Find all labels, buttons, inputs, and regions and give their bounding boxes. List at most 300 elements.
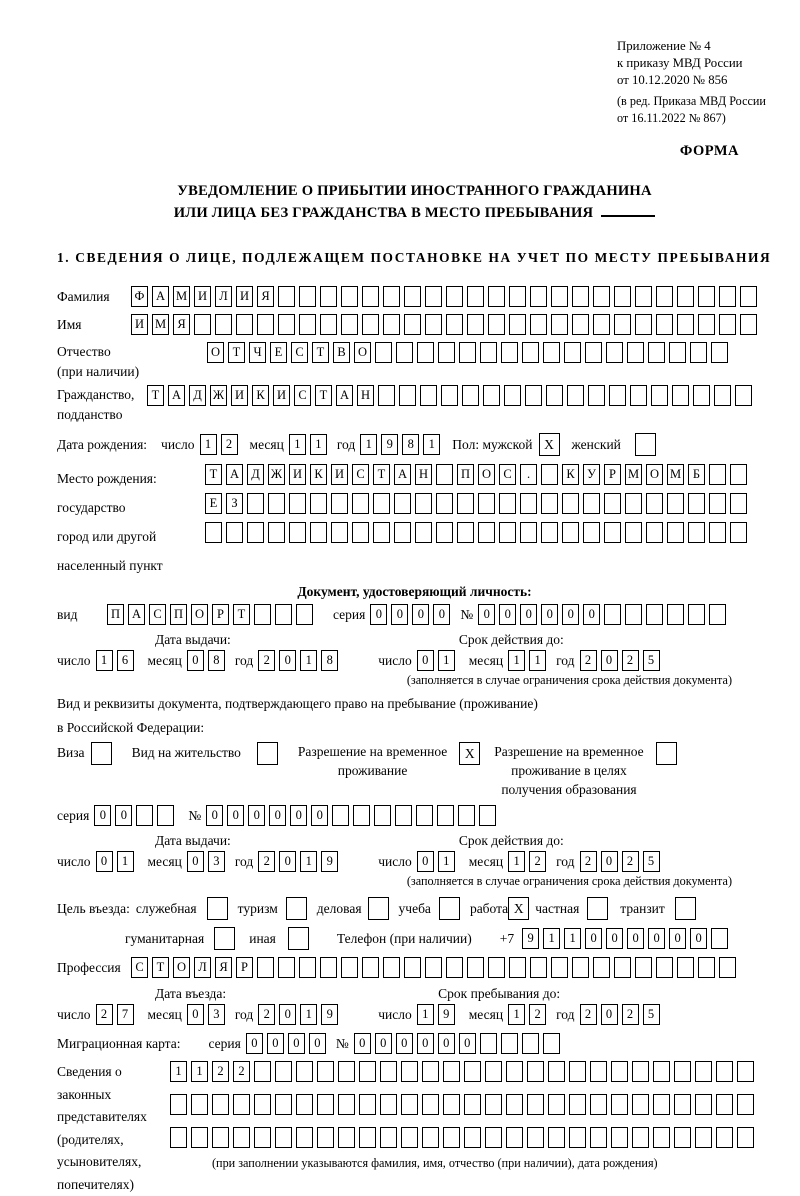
char-cell[interactable] [564,342,581,363]
char-cell[interactable]: 1 [170,1061,187,1082]
char-cell[interactable] [546,385,563,406]
purpose-private-checkbox[interactable] [587,897,608,920]
char-cell[interactable] [467,314,484,335]
char-cell[interactable]: 1 [289,434,306,455]
char-cell[interactable]: 0 [248,805,265,826]
char-cell[interactable] [709,464,726,485]
char-cell[interactable]: 6 [117,650,134,671]
char-cell[interactable] [299,314,316,335]
char-cell[interactable]: 8 [208,650,225,671]
char-cell[interactable]: 0 [433,604,450,625]
char-cell[interactable] [551,957,568,978]
char-cell[interactable] [443,1127,460,1148]
char-cell[interactable]: О [207,342,224,363]
char-cell[interactable]: 1 [300,650,317,671]
char-cell[interactable] [695,1127,712,1148]
char-cell[interactable]: Ч [249,342,266,363]
char-cell[interactable]: 5 [643,1004,660,1025]
char-cell[interactable] [543,1033,560,1054]
char-cell[interactable] [383,314,400,335]
char-cell[interactable] [478,493,495,514]
char-cell[interactable] [401,1094,418,1115]
char-cell[interactable] [443,1061,460,1082]
visa-checkbox[interactable] [91,742,112,765]
char-cell[interactable]: 2 [622,851,639,872]
char-cell[interactable]: З [226,493,243,514]
char-cell[interactable]: 0 [115,805,132,826]
char-cell[interactable]: 0 [279,650,296,671]
char-cell[interactable]: Р [236,957,253,978]
char-cell[interactable] [422,1127,439,1148]
char-cell[interactable]: 0 [396,1033,413,1054]
char-cell[interactable] [737,1061,754,1082]
char-cell[interactable] [714,385,731,406]
char-cell[interactable] [446,957,463,978]
char-cell[interactable]: Е [205,493,222,514]
char-cell[interactable] [527,1127,544,1148]
char-cell[interactable] [289,522,306,543]
char-cell[interactable]: 2 [529,1004,546,1025]
char-cell[interactable]: 0 [541,604,558,625]
char-cell[interactable] [499,522,516,543]
char-cell[interactable] [317,1061,334,1082]
char-cell[interactable] [226,522,243,543]
char-cell[interactable] [458,805,475,826]
char-cell[interactable]: О [173,957,190,978]
char-cell[interactable]: 1 [438,851,455,872]
char-cell[interactable] [543,342,560,363]
char-cell[interactable]: 1 [508,1004,525,1025]
char-cell[interactable] [170,1127,187,1148]
char-cell[interactable]: 0 [309,1033,326,1054]
char-cell[interactable]: 0 [417,1033,434,1054]
char-cell[interactable] [205,522,222,543]
char-cell[interactable] [551,286,568,307]
char-cell[interactable] [569,1127,586,1148]
char-cell[interactable]: 0 [311,805,328,826]
char-cell[interactable]: 1 [423,434,440,455]
char-cell[interactable] [254,1061,271,1082]
char-cell[interactable] [275,1094,292,1115]
char-cell[interactable]: 0 [94,805,111,826]
char-cell[interactable] [310,493,327,514]
char-cell[interactable] [422,1061,439,1082]
purpose-other-checkbox[interactable] [288,927,309,950]
char-cell[interactable]: 0 [417,650,434,671]
char-cell[interactable] [520,522,537,543]
char-cell[interactable] [395,805,412,826]
char-cell[interactable] [194,314,211,335]
char-cell[interactable] [362,286,379,307]
residence-permit-checkbox[interactable] [257,742,278,765]
char-cell[interactable] [698,314,715,335]
char-cell[interactable] [394,493,411,514]
char-cell[interactable]: 0 [269,805,286,826]
char-cell[interactable] [383,957,400,978]
char-cell[interactable]: 0 [417,851,434,872]
char-cell[interactable] [737,1094,754,1115]
char-cell[interactable] [730,493,747,514]
char-cell[interactable]: Н [357,385,374,406]
char-cell[interactable] [709,604,726,625]
char-cell[interactable] [506,1061,523,1082]
char-cell[interactable] [614,957,631,978]
char-cell[interactable] [674,1127,691,1148]
char-cell[interactable] [296,1127,313,1148]
char-cell[interactable]: Ф [131,286,148,307]
char-cell[interactable]: 9 [522,928,539,949]
char-cell[interactable] [338,1094,355,1115]
char-cell[interactable] [254,1094,271,1115]
char-cell[interactable] [289,493,306,514]
char-cell[interactable] [257,314,274,335]
char-cell[interactable] [604,493,621,514]
char-cell[interactable] [278,957,295,978]
char-cell[interactable] [604,522,621,543]
char-cell[interactable]: 2 [580,851,597,872]
char-cell[interactable] [401,1127,418,1148]
char-cell[interactable] [693,385,710,406]
char-cell[interactable] [530,314,547,335]
char-cell[interactable] [646,522,663,543]
char-cell[interactable] [268,493,285,514]
char-cell[interactable] [583,493,600,514]
char-cell[interactable] [690,342,707,363]
char-cell[interactable] [268,522,285,543]
char-cell[interactable] [479,805,496,826]
char-cell[interactable]: 2 [622,650,639,671]
char-cell[interactable] [373,522,390,543]
char-cell[interactable] [320,286,337,307]
char-cell[interactable] [374,805,391,826]
char-cell[interactable] [136,805,153,826]
char-cell[interactable] [373,493,390,514]
char-cell[interactable] [653,1061,670,1082]
char-cell[interactable] [443,1094,460,1115]
char-cell[interactable] [614,314,631,335]
char-cell[interactable] [656,314,673,335]
char-cell[interactable] [695,1061,712,1082]
char-cell[interactable] [375,342,392,363]
char-cell[interactable] [709,493,726,514]
char-cell[interactable] [719,286,736,307]
char-cell[interactable] [569,1061,586,1082]
char-cell[interactable]: М [625,464,642,485]
char-cell[interactable] [404,286,421,307]
char-cell[interactable] [359,1094,376,1115]
char-cell[interactable]: Р [212,604,229,625]
char-cell[interactable] [525,385,542,406]
char-cell[interactable]: 0 [627,928,644,949]
char-cell[interactable] [480,1033,497,1054]
char-cell[interactable]: 0 [246,1033,263,1054]
char-cell[interactable] [437,805,454,826]
char-cell[interactable]: 1 [117,851,134,872]
char-cell[interactable] [593,314,610,335]
char-cell[interactable]: 1 [438,650,455,671]
char-cell[interactable] [569,1094,586,1115]
char-cell[interactable]: Т [373,464,390,485]
char-cell[interactable] [593,286,610,307]
char-cell[interactable] [436,464,453,485]
char-cell[interactable] [296,1094,313,1115]
char-cell[interactable] [627,342,644,363]
char-cell[interactable] [215,314,232,335]
char-cell[interactable] [331,493,348,514]
char-cell[interactable] [667,604,684,625]
char-cell[interactable]: 1 [543,928,560,949]
char-cell[interactable]: М [152,314,169,335]
char-cell[interactable] [417,342,434,363]
purpose-study-checkbox[interactable] [439,897,460,920]
char-cell[interactable] [170,1094,187,1115]
char-cell[interactable] [415,493,432,514]
char-cell[interactable]: 8 [321,650,338,671]
char-cell[interactable] [341,314,358,335]
char-cell[interactable]: 0 [520,604,537,625]
char-cell[interactable] [509,314,526,335]
char-cell[interactable]: 0 [601,1004,618,1025]
char-cell[interactable]: С [291,342,308,363]
char-cell[interactable]: С [499,464,516,485]
char-cell[interactable]: 1 [529,650,546,671]
char-cell[interactable]: А [336,385,353,406]
char-cell[interactable] [299,957,316,978]
char-cell[interactable] [501,342,518,363]
char-cell[interactable]: Л [215,286,232,307]
char-cell[interactable] [548,1094,565,1115]
char-cell[interactable] [625,522,642,543]
char-cell[interactable] [509,957,526,978]
char-cell[interactable]: Ж [210,385,227,406]
char-cell[interactable] [320,314,337,335]
char-cell[interactable]: Т [152,957,169,978]
char-cell[interactable] [457,493,474,514]
char-cell[interactable]: К [562,464,579,485]
char-cell[interactable]: С [294,385,311,406]
char-cell[interactable] [362,957,379,978]
char-cell[interactable] [247,522,264,543]
char-cell[interactable] [254,604,271,625]
char-cell[interactable]: 5 [643,650,660,671]
char-cell[interactable]: 2 [233,1061,250,1082]
char-cell[interactable]: Д [247,464,264,485]
char-cell[interactable]: К [252,385,269,406]
char-cell[interactable] [394,522,411,543]
char-cell[interactable] [278,314,295,335]
char-cell[interactable]: 2 [258,650,275,671]
char-cell[interactable]: И [131,314,148,335]
char-cell[interactable]: С [131,957,148,978]
char-cell[interactable] [399,385,416,406]
char-cell[interactable]: 0 [601,851,618,872]
char-cell[interactable]: . [520,464,537,485]
char-cell[interactable] [404,314,421,335]
char-cell[interactable]: 9 [381,434,398,455]
char-cell[interactable] [464,1094,481,1115]
char-cell[interactable]: А [152,286,169,307]
char-cell[interactable] [233,1127,250,1148]
char-cell[interactable] [669,342,686,363]
char-cell[interactable]: 1 [508,851,525,872]
char-cell[interactable]: 8 [402,434,419,455]
char-cell[interactable] [730,464,747,485]
char-cell[interactable] [585,342,602,363]
char-cell[interactable] [677,286,694,307]
char-cell[interactable]: П [107,604,124,625]
char-cell[interactable] [446,314,463,335]
char-cell[interactable] [730,522,747,543]
char-cell[interactable]: 0 [279,1004,296,1025]
char-cell[interactable] [352,493,369,514]
char-cell[interactable] [674,1061,691,1082]
char-cell[interactable] [648,342,665,363]
char-cell[interactable] [688,493,705,514]
char-cell[interactable] [583,522,600,543]
char-cell[interactable] [438,342,455,363]
char-cell[interactable]: 0 [206,805,223,826]
char-cell[interactable]: У [583,464,600,485]
char-cell[interactable] [611,1094,628,1115]
char-cell[interactable] [436,493,453,514]
char-cell[interactable]: Б [688,464,705,485]
char-cell[interactable]: Я [257,286,274,307]
char-cell[interactable] [614,286,631,307]
char-cell[interactable]: 0 [478,604,495,625]
char-cell[interactable]: Ж [268,464,285,485]
char-cell[interactable] [688,522,705,543]
char-cell[interactable]: К [310,464,327,485]
char-cell[interactable] [317,1127,334,1148]
char-cell[interactable] [353,805,370,826]
char-cell[interactable] [501,1033,518,1054]
char-cell[interactable] [422,1094,439,1115]
char-cell[interactable] [711,928,728,949]
char-cell[interactable] [522,342,539,363]
char-cell[interactable]: О [354,342,371,363]
char-cell[interactable] [157,805,174,826]
char-cell[interactable]: 2 [580,650,597,671]
char-cell[interactable] [296,604,313,625]
char-cell[interactable]: 1 [417,1004,434,1025]
char-cell[interactable] [716,1094,733,1115]
char-cell[interactable]: 2 [580,1004,597,1025]
char-cell[interactable]: М [173,286,190,307]
char-cell[interactable]: Т [312,342,329,363]
char-cell[interactable]: 0 [288,1033,305,1054]
char-cell[interactable] [275,1061,292,1082]
char-cell[interactable] [191,1127,208,1148]
char-cell[interactable] [247,493,264,514]
char-cell[interactable] [457,522,474,543]
char-cell[interactable] [352,522,369,543]
char-cell[interactable]: 0 [601,650,618,671]
char-cell[interactable] [504,385,521,406]
char-cell[interactable] [590,1094,607,1115]
char-cell[interactable]: М [667,464,684,485]
char-cell[interactable] [527,1094,544,1115]
char-cell[interactable]: 0 [499,604,516,625]
char-cell[interactable] [296,1061,313,1082]
char-cell[interactable] [233,1094,250,1115]
char-cell[interactable]: Я [173,314,190,335]
char-cell[interactable]: 2 [622,1004,639,1025]
char-cell[interactable] [499,493,516,514]
purpose-tourism-checkbox[interactable] [286,897,307,920]
char-cell[interactable]: 0 [562,604,579,625]
char-cell[interactable]: 9 [321,1004,338,1025]
char-cell[interactable]: Р [604,464,621,485]
char-cell[interactable] [480,342,497,363]
char-cell[interactable] [716,1127,733,1148]
char-cell[interactable] [740,286,757,307]
char-cell[interactable] [425,314,442,335]
char-cell[interactable]: Н [415,464,432,485]
char-cell[interactable]: 0 [370,604,387,625]
char-cell[interactable] [530,957,547,978]
char-cell[interactable] [383,286,400,307]
char-cell[interactable]: 0 [459,1033,476,1054]
char-cell[interactable] [651,385,668,406]
char-cell[interactable] [593,957,610,978]
char-cell[interactable] [317,1094,334,1115]
char-cell[interactable] [509,286,526,307]
char-cell[interactable] [562,522,579,543]
char-cell[interactable] [485,1127,502,1148]
char-cell[interactable]: 0 [187,1004,204,1025]
char-cell[interactable]: 0 [585,928,602,949]
purpose-business-checkbox[interactable] [368,897,389,920]
char-cell[interactable] [735,385,752,406]
char-cell[interactable] [191,1094,208,1115]
char-cell[interactable] [632,1061,649,1082]
char-cell[interactable] [672,385,689,406]
char-cell[interactable]: П [457,464,474,485]
char-cell[interactable] [632,1094,649,1115]
sex-male-checkbox[interactable]: X [539,433,560,456]
char-cell[interactable]: 0 [375,1033,392,1054]
char-cell[interactable]: С [352,464,369,485]
char-cell[interactable] [380,1127,397,1148]
char-cell[interactable]: 0 [354,1033,371,1054]
char-cell[interactable] [698,286,715,307]
char-cell[interactable]: Д [189,385,206,406]
char-cell[interactable] [425,957,442,978]
char-cell[interactable] [338,1127,355,1148]
char-cell[interactable] [548,1061,565,1082]
char-cell[interactable] [572,957,589,978]
char-cell[interactable] [711,342,728,363]
char-cell[interactable] [467,957,484,978]
char-cell[interactable]: И [289,464,306,485]
char-cell[interactable]: И [236,286,253,307]
char-cell[interactable] [464,1127,481,1148]
char-cell[interactable]: 1 [300,1004,317,1025]
char-cell[interactable] [359,1127,376,1148]
char-cell[interactable] [719,957,736,978]
char-cell[interactable] [716,1061,733,1082]
char-cell[interactable] [254,1127,271,1148]
char-cell[interactable]: 3 [208,1004,225,1025]
char-cell[interactable] [630,385,647,406]
char-cell[interactable]: Т [205,464,222,485]
char-cell[interactable] [677,314,694,335]
char-cell[interactable] [635,314,652,335]
char-cell[interactable] [551,314,568,335]
char-cell[interactable] [653,1094,670,1115]
char-cell[interactable] [562,493,579,514]
char-cell[interactable] [719,314,736,335]
